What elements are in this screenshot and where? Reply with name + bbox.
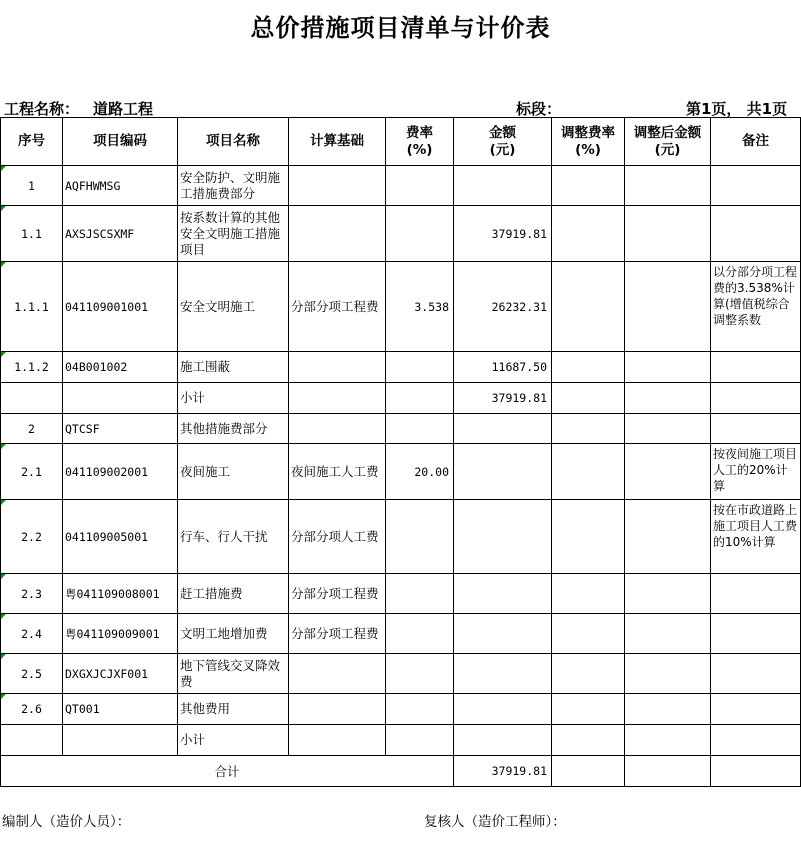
row-amount: 37919.81 bbox=[454, 383, 552, 414]
row-rate bbox=[386, 574, 454, 614]
row-seq: 2.2 bbox=[1, 500, 63, 574]
row-basis bbox=[289, 694, 386, 725]
row-seq: 2.5 bbox=[1, 654, 63, 694]
header-adj-amount-line1: 调整后金额 bbox=[633, 124, 702, 141]
row-basis bbox=[289, 166, 386, 206]
page-title: 总价措施项目清单与计价表 bbox=[250, 14, 551, 42]
row-adj-amount bbox=[625, 574, 711, 614]
row-amount bbox=[454, 694, 552, 725]
row-code: 041109002001 bbox=[63, 444, 178, 500]
row-note bbox=[711, 574, 801, 614]
row-adj-rate bbox=[552, 262, 625, 352]
row-rate bbox=[386, 414, 454, 444]
row-code: AXSJSCSXMF bbox=[63, 206, 178, 262]
row-code: 粤041109009001 bbox=[63, 614, 178, 654]
header-amount-line2: (元) bbox=[489, 141, 516, 158]
row-adj-rate bbox=[552, 574, 625, 614]
row-adj-rate bbox=[552, 414, 625, 444]
row-name: 按系数计算的其他安全文明施工措施项目 bbox=[178, 206, 289, 262]
header-adj-rate-line2: (%) bbox=[575, 141, 601, 158]
row-note bbox=[711, 166, 801, 206]
row-code bbox=[63, 725, 178, 756]
row-rate bbox=[386, 614, 454, 654]
row-seq bbox=[1, 383, 63, 414]
row-adj-rate bbox=[552, 383, 625, 414]
header-rate bbox=[386, 118, 454, 166]
row-code: QTCSF bbox=[63, 414, 178, 444]
project-name-line bbox=[4, 98, 153, 119]
header-adj-amount bbox=[625, 118, 711, 166]
header-basis: 计算基础 bbox=[289, 118, 386, 166]
table-row bbox=[1, 694, 801, 725]
row-adj-rate bbox=[552, 500, 625, 574]
row-code: DXGXJCJXF001 bbox=[63, 654, 178, 694]
row-adj-rate bbox=[552, 725, 625, 756]
row-adj-rate bbox=[552, 654, 625, 694]
row-seq: 2.6 bbox=[1, 694, 63, 725]
row-name: 赶工措施费 bbox=[178, 574, 289, 614]
row-amount bbox=[454, 574, 552, 614]
table-row bbox=[1, 654, 801, 694]
row-rate bbox=[386, 725, 454, 756]
row-adj-rate bbox=[552, 444, 625, 500]
row-name: 行车、行人干扰 bbox=[178, 500, 289, 574]
row-name: 文明工地增加费 bbox=[178, 614, 289, 654]
row-note bbox=[711, 383, 801, 414]
table-row bbox=[1, 262, 801, 352]
total-adj-rate bbox=[552, 756, 625, 787]
row-amount bbox=[454, 725, 552, 756]
row-adj-amount bbox=[625, 414, 711, 444]
table-row bbox=[1, 166, 801, 206]
row-name: 施工围蔽 bbox=[178, 352, 289, 383]
row-seq: 1 bbox=[1, 166, 63, 206]
row-rate: 20.00 bbox=[386, 444, 454, 500]
header-name: 项目名称 bbox=[178, 118, 289, 166]
row-note bbox=[711, 206, 801, 262]
row-seq: 1.1 bbox=[1, 206, 63, 262]
row-seq: 1.1.2 bbox=[1, 352, 63, 383]
row-adj-amount bbox=[625, 444, 711, 500]
preparer-label: 编制人（造价人员）： bbox=[2, 814, 131, 830]
reviewer-label: 复核人（造价工程师）： bbox=[424, 814, 566, 830]
row-note: 以分部分项工程费的3.538%计算(增值税综合调整系数 bbox=[711, 262, 801, 352]
row-amount bbox=[454, 500, 552, 574]
header-amount bbox=[454, 118, 552, 166]
row-code: QT001 bbox=[63, 694, 178, 725]
subtotal-row bbox=[1, 725, 801, 756]
row-name: 其他费用 bbox=[178, 694, 289, 725]
row-rate bbox=[386, 654, 454, 694]
header-amount-line1: 金额 bbox=[489, 124, 516, 141]
row-basis: 分部分项人工费 bbox=[289, 500, 386, 574]
row-name: 夜间施工 bbox=[178, 444, 289, 500]
total-amount: 37919.81 bbox=[454, 756, 552, 787]
row-basis bbox=[289, 414, 386, 444]
header-adj-amount-line2: (元) bbox=[654, 141, 681, 158]
header-code: 项目编码 bbox=[63, 118, 178, 166]
row-note: 按夜间施工项目人工的20%计算 bbox=[711, 444, 801, 500]
row-adj-amount bbox=[625, 166, 711, 206]
row-code: 粤041109008001 bbox=[63, 574, 178, 614]
row-rate bbox=[386, 166, 454, 206]
row-adj-rate bbox=[552, 694, 625, 725]
header-seq: 序号 bbox=[1, 118, 63, 166]
row-amount: 26232.31 bbox=[454, 262, 552, 352]
table-row bbox=[1, 352, 801, 383]
table-row bbox=[1, 206, 801, 262]
row-adj-amount bbox=[625, 206, 711, 262]
row-note bbox=[711, 414, 801, 444]
row-note: 按在市政道路上施工项目人工费的10%计算 bbox=[711, 500, 801, 574]
header-rate-line2: (%) bbox=[406, 141, 433, 158]
row-adj-amount bbox=[625, 383, 711, 414]
table-row bbox=[1, 444, 801, 500]
row-adj-amount bbox=[625, 500, 711, 574]
row-basis bbox=[289, 725, 386, 756]
row-adj-amount bbox=[625, 725, 711, 756]
header-note: 备注 bbox=[711, 118, 801, 166]
table-row bbox=[1, 414, 801, 444]
table-row bbox=[1, 574, 801, 614]
total-label: 合计 bbox=[1, 756, 454, 787]
row-name: 小计 bbox=[178, 383, 289, 414]
row-seq: 2.4 bbox=[1, 614, 63, 654]
header-rate-line1: 费率 bbox=[406, 124, 433, 141]
row-name: 安全文明施工 bbox=[178, 262, 289, 352]
row-adj-amount bbox=[625, 654, 711, 694]
row-note bbox=[711, 725, 801, 756]
total-row bbox=[1, 756, 801, 787]
row-seq: 2.1 bbox=[1, 444, 63, 500]
row-amount: 11687.50 bbox=[454, 352, 552, 383]
total-adj-amount bbox=[625, 756, 711, 787]
row-code: 041109001001 bbox=[63, 262, 178, 352]
row-amount bbox=[454, 614, 552, 654]
row-basis: 分部分项工程费 bbox=[289, 574, 386, 614]
row-basis bbox=[289, 654, 386, 694]
row-basis: 夜间施工人工费 bbox=[289, 444, 386, 500]
row-seq: 1.1.1 bbox=[1, 262, 63, 352]
table-row bbox=[1, 500, 801, 574]
row-note bbox=[711, 694, 801, 725]
row-amount: 37919.81 bbox=[454, 206, 552, 262]
row-rate bbox=[386, 383, 454, 414]
total-note bbox=[711, 756, 801, 787]
row-adj-rate bbox=[552, 206, 625, 262]
row-adj-amount bbox=[625, 262, 711, 352]
row-rate bbox=[386, 206, 454, 262]
row-rate bbox=[386, 500, 454, 574]
row-adj-rate bbox=[552, 352, 625, 383]
section-label: 标段： bbox=[516, 100, 562, 118]
row-basis: 分部分项工程费 bbox=[289, 262, 386, 352]
row-note bbox=[711, 654, 801, 694]
header-adj-rate bbox=[552, 118, 625, 166]
row-rate: 3.538 bbox=[386, 262, 454, 352]
row-adj-amount bbox=[625, 614, 711, 654]
row-rate bbox=[386, 352, 454, 383]
row-seq: 2.3 bbox=[1, 574, 63, 614]
header-row bbox=[1, 118, 801, 166]
row-amount bbox=[454, 654, 552, 694]
row-basis bbox=[289, 383, 386, 414]
row-name: 地下管线交叉降效费 bbox=[178, 654, 289, 694]
row-code: 041109005001 bbox=[63, 500, 178, 574]
row-amount bbox=[454, 444, 552, 500]
row-amount bbox=[454, 414, 552, 444]
row-seq: 2 bbox=[1, 414, 63, 444]
row-adj-amount bbox=[625, 694, 711, 725]
row-code bbox=[63, 383, 178, 414]
row-rate bbox=[386, 694, 454, 725]
row-adj-amount bbox=[625, 352, 711, 383]
row-basis bbox=[289, 206, 386, 262]
project-label: 工程名称： bbox=[4, 100, 80, 118]
row-name: 小计 bbox=[178, 725, 289, 756]
row-note bbox=[711, 352, 801, 383]
row-amount bbox=[454, 166, 552, 206]
row-seq bbox=[1, 725, 63, 756]
header-adj-rate-line1: 调整费率 bbox=[561, 124, 615, 141]
row-basis: 分部分项工程费 bbox=[289, 614, 386, 654]
row-adj-rate bbox=[552, 166, 625, 206]
project-name: 道路工程 bbox=[93, 100, 154, 118]
row-code: 04B001002 bbox=[63, 352, 178, 383]
row-name: 安全防护、文明施工措施费部分 bbox=[178, 166, 289, 206]
table-row bbox=[1, 614, 801, 654]
subtotal-row bbox=[1, 383, 801, 414]
row-code: AQFHWMSG bbox=[63, 166, 178, 206]
price-table bbox=[0, 117, 801, 787]
row-basis bbox=[289, 352, 386, 383]
row-adj-rate bbox=[552, 614, 625, 654]
row-note bbox=[711, 614, 801, 654]
page-info: 第1页， 共1页 bbox=[686, 100, 788, 118]
row-name: 其他措施费部分 bbox=[178, 414, 289, 444]
